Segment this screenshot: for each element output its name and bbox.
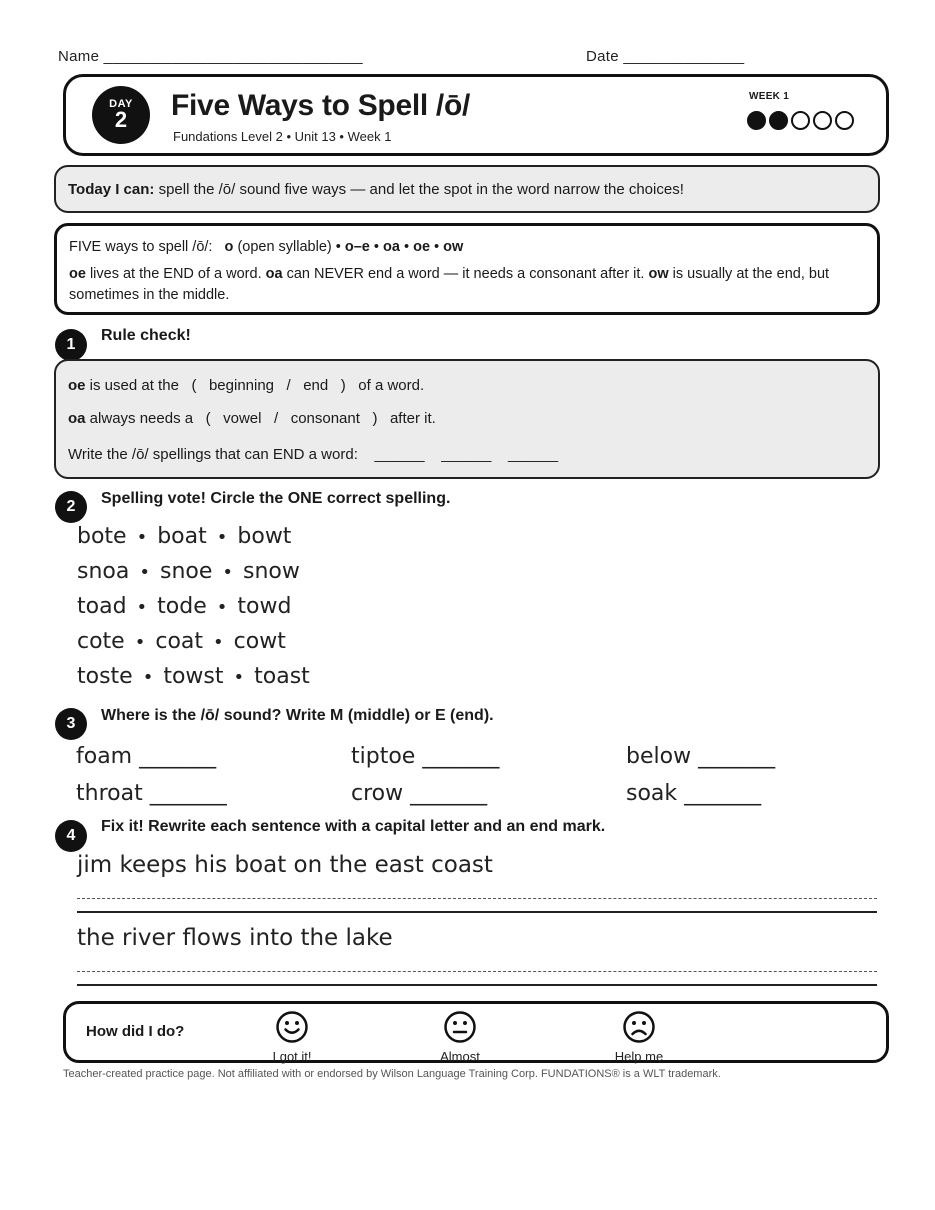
target-word: foam <box>76 744 133 769</box>
bullet-separator: • <box>216 597 228 618</box>
rule-spelling-key: ow <box>648 266 669 282</box>
week-dot-empty <box>791 111 810 130</box>
paren-close: ) <box>340 377 346 394</box>
spelling-o: o <box>224 239 234 255</box>
answer-blank[interactable]: ______ <box>441 446 492 463</box>
rule-check-box <box>54 359 880 479</box>
today-lead: Today I can: <box>68 181 155 198</box>
page-subtitle: Fundations Level 2 • Unit 13 • Week 1 <box>173 129 392 144</box>
spelling-ow: ow <box>443 239 464 255</box>
bullet-separator: • <box>136 527 148 548</box>
spelling-vote-row <box>77 559 300 584</box>
spelling-vote-row <box>77 629 286 654</box>
spelling-vote-row <box>77 524 291 549</box>
writing-line[interactable] <box>77 984 877 986</box>
day-badge <box>92 86 150 144</box>
self-check-caption: Help me <box>614 1049 664 1064</box>
sentence-1: jim keeps his boat on the east coast <box>77 852 493 878</box>
sentence-2: the river flows into the lake <box>77 925 393 951</box>
target-word: throat <box>76 781 143 806</box>
answer-blank[interactable]: ______ <box>374 446 425 463</box>
spelling-oe: oe <box>413 239 431 255</box>
spelling-choice[interactable]: bowt <box>237 524 292 549</box>
name-line[interactable]: Name ______________________________ <box>58 48 363 65</box>
week-label: WEEK 1 <box>749 91 790 102</box>
rule-check-key-oa: oa <box>68 410 86 427</box>
target-word: tiptoe <box>351 744 416 769</box>
middle-end-item <box>626 744 775 769</box>
footer-disclaimer: Teacher-created practice page. Not affiliated with or endorsed by Wilson Language Training Corp. FUNDATIONS® is a WLT trademark. <box>63 1068 721 1080</box>
paren-open: ( <box>191 377 197 394</box>
self-check-caption: Almost <box>440 1049 480 1064</box>
date-line[interactable]: Date ______________ <box>586 48 745 65</box>
target-word: crow <box>351 781 404 806</box>
smile-face-icon <box>275 1010 309 1044</box>
spelling-choice[interactable]: toad <box>77 594 127 619</box>
day-number: 2 <box>114 107 128 132</box>
choice-slash: / <box>286 377 291 394</box>
rule-line-explanation <box>69 264 859 306</box>
spelling-choice[interactable]: towd <box>237 594 292 619</box>
bullet-separator: • <box>134 632 146 653</box>
spelling-choice[interactable]: boat <box>157 524 207 549</box>
self-check-box <box>63 1001 889 1063</box>
header-card <box>63 74 889 156</box>
bullet-separator: • <box>136 597 148 618</box>
spelling-choice[interactable]: tode <box>157 594 207 619</box>
spelling-choice[interactable]: snow <box>243 559 300 584</box>
open-syllable-note: (open syllable) <box>237 239 332 255</box>
choice-beginning[interactable]: beginning <box>208 377 275 394</box>
rule-line-spellings: FIVE ways to spell /ō/: o (open syllable) • o–e • oa • oe • ow <box>69 239 464 255</box>
bullet-separator: • <box>142 667 154 688</box>
answer-blank[interactable]: _______ <box>139 744 217 769</box>
choice-slash: / <box>274 410 279 427</box>
neutral-face-icon <box>443 1010 477 1044</box>
week-dot-empty <box>835 111 854 130</box>
middle-end-item <box>76 781 227 806</box>
self-check-label: How did I do? <box>86 1023 185 1040</box>
writing-guide-dashed <box>77 971 877 972</box>
bullet-separator: • <box>222 562 234 583</box>
spelling-o-e: o–e <box>344 239 370 255</box>
section-4-heading: Fix it! Rewrite each sentence with a capital letter and an end mark. <box>101 818 606 835</box>
self-check-option-help-me[interactable] <box>608 1010 670 1064</box>
writing-guide-dashed <box>77 898 877 899</box>
rule-check-key-oe: oe <box>68 377 86 394</box>
spelling-choice[interactable]: cowt <box>233 629 286 654</box>
section-2-heading: Spelling vote! Circle the ONE correct spelling. <box>101 490 451 507</box>
paren-open: ( <box>205 410 211 427</box>
spelling-choice[interactable]: towst <box>163 664 224 689</box>
section-3-number: 3 <box>55 708 87 740</box>
section-2-number: 2 <box>55 491 87 523</box>
bullet-separator: • <box>233 667 245 688</box>
week-dot-filled <box>747 111 766 130</box>
spelling-vote-row <box>77 594 291 619</box>
rule-check-text-post: after it. <box>389 410 436 427</box>
week-progress-dots <box>747 111 854 130</box>
answer-blank[interactable]: ______ <box>508 446 559 463</box>
rule-line-prefix: FIVE ways to spell /ō/: <box>69 239 213 255</box>
answer-blank[interactable]: _______ <box>149 781 227 806</box>
self-check-option-almost[interactable] <box>430 1010 490 1064</box>
self-check-option-got-it[interactable] <box>262 1010 322 1064</box>
spelling-choice[interactable]: snoe <box>159 559 213 584</box>
day-label: DAY <box>109 98 133 110</box>
paren-close: ) <box>372 410 378 427</box>
rule-text: can NEVER end a word — it needs a consonant after it. <box>282 266 649 282</box>
spelling-choice[interactable]: toste <box>77 664 133 689</box>
section-4-number: 4 <box>55 820 87 852</box>
rule-check-text-post: of a word. <box>358 377 425 394</box>
rule-check-text: always needs a <box>85 410 194 427</box>
today-i-can-box <box>54 165 880 213</box>
choice-end[interactable]: end <box>303 377 329 394</box>
rule-spelling-key: oa <box>265 266 283 282</box>
rule-text: lives at the END of a word. <box>85 266 266 282</box>
today-body: spell the /ō/ sound five ways — and let the spot in the word narrow the choices! <box>154 181 684 198</box>
bullet-separator: • <box>216 527 228 548</box>
spelling-choice[interactable]: cote <box>77 629 125 654</box>
middle-end-item <box>76 744 216 769</box>
bullet-separator: • <box>139 562 150 583</box>
middle-end-item <box>626 781 761 806</box>
target-word: soak <box>626 781 678 806</box>
rule-text: is usually at the end, but sometimes in the middle. <box>69 266 830 303</box>
spelling-choice[interactable]: bote <box>77 524 127 549</box>
answer-blank[interactable]: _______ <box>422 744 500 769</box>
week-dot-empty <box>813 111 832 130</box>
bullet-separator: • <box>213 632 224 653</box>
end-spellings-prompt: Write the /ō/ spellings that can END a word: <box>68 446 358 463</box>
middle-end-item <box>351 744 499 769</box>
self-check-caption: I got it! <box>272 1049 312 1064</box>
choice-consonant[interactable]: consonant <box>290 410 360 427</box>
choice-vowel[interactable]: vowel <box>223 410 262 427</box>
rule-check-line-2 <box>68 410 436 427</box>
section-1-heading: Rule check! <box>101 327 191 344</box>
answer-blank[interactable]: _______ <box>684 781 762 806</box>
spelling-choice[interactable]: coat <box>155 629 204 654</box>
middle-end-item <box>351 781 487 806</box>
rule-check-line-3 <box>68 446 558 463</box>
answer-blank[interactable]: _______ <box>698 744 776 769</box>
today-i-can-text <box>68 181 684 198</box>
answer-blank[interactable]: _______ <box>410 781 488 806</box>
rule-check-text: is used at the <box>85 377 179 394</box>
week-dot-filled <box>769 111 788 130</box>
rule-check-line-1 <box>68 377 424 394</box>
target-word: below <box>626 744 692 769</box>
frown-face-icon <box>622 1010 656 1044</box>
spelling-choice[interactable]: toast <box>254 664 310 689</box>
page-title: Five Ways to Spell /ō/ <box>171 89 471 122</box>
spelling-choice[interactable]: snoa <box>77 559 130 584</box>
rule-box <box>54 223 880 315</box>
writing-line[interactable] <box>77 911 877 913</box>
section-1-number: 1 <box>55 329 87 361</box>
spelling-vote-row <box>77 664 310 689</box>
section-3-heading: Where is the /ō/ sound? Write M (middle) or E (end). <box>101 707 494 724</box>
spelling-oa: oa <box>383 239 400 255</box>
rule-spelling-key: oe <box>69 266 86 282</box>
